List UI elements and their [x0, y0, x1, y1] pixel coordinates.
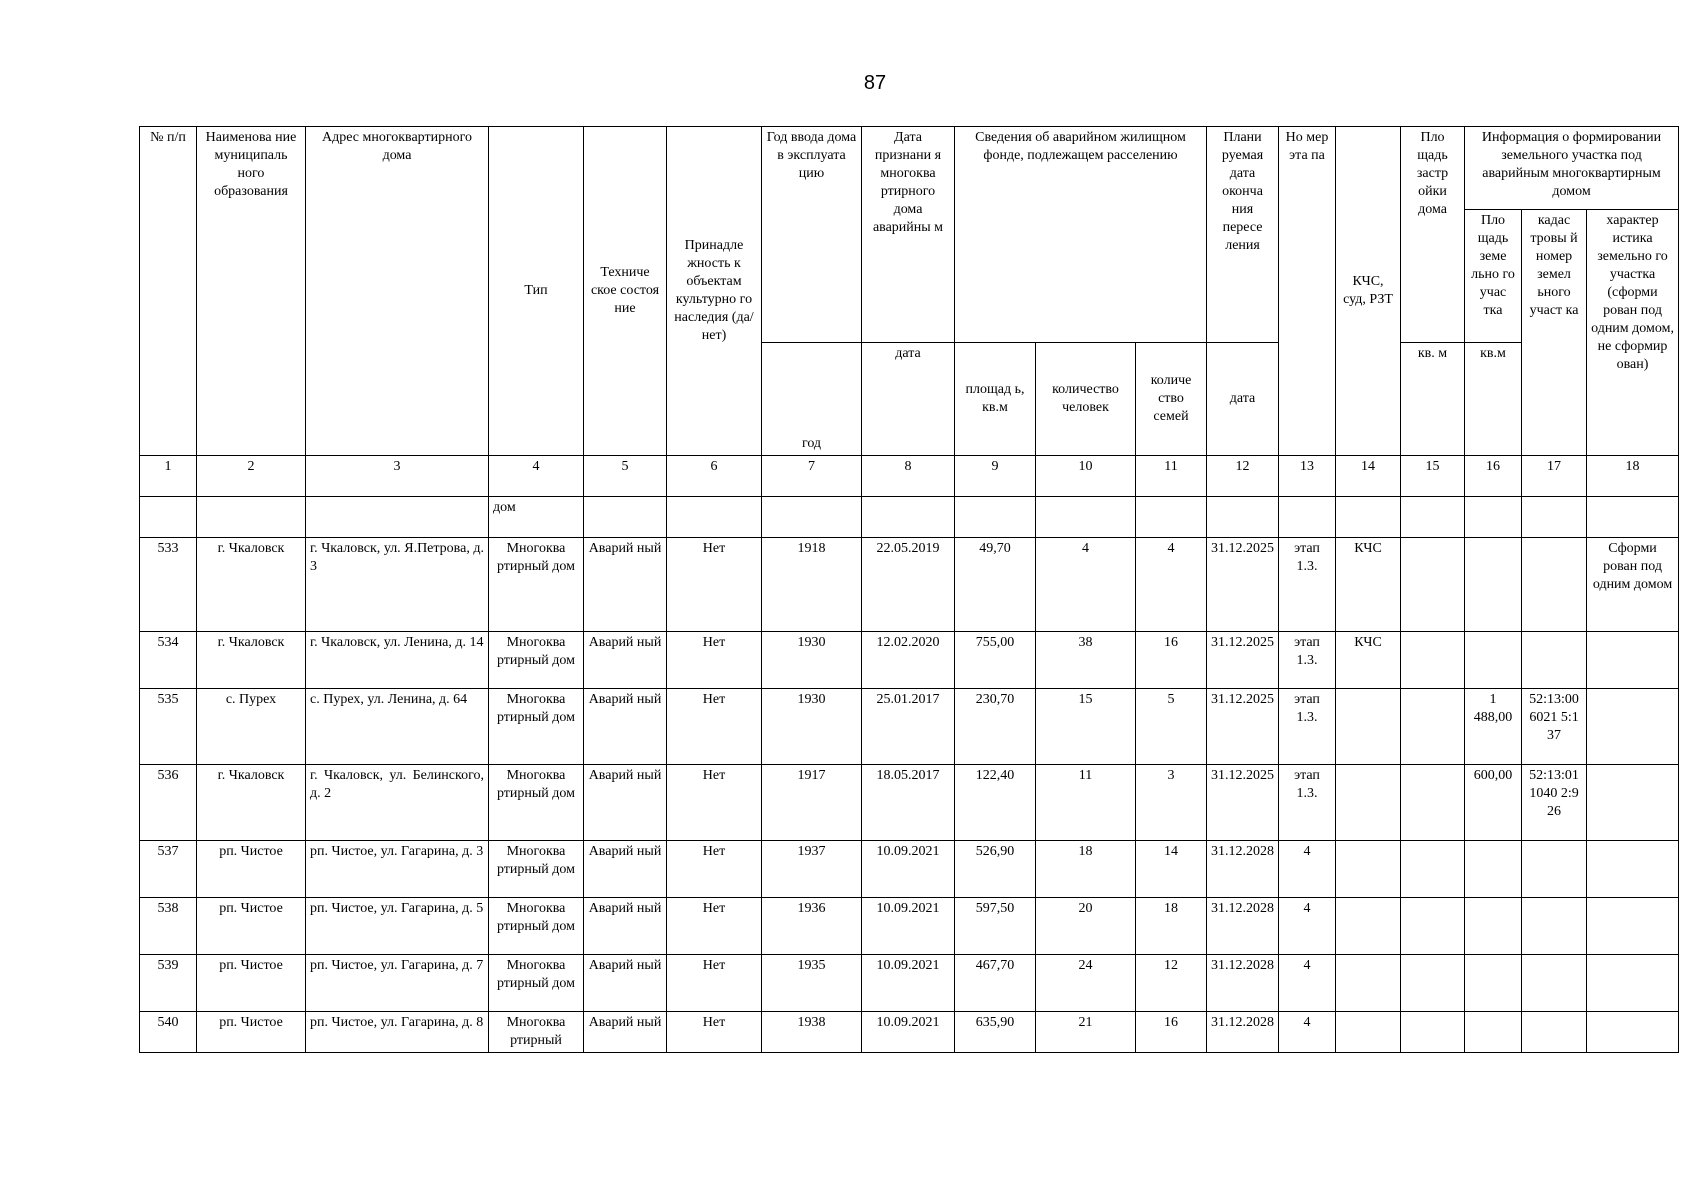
cell-land-area — [1465, 1012, 1522, 1053]
cell-address: рп. Чистое, ул. Гагарина, д. 7 — [306, 955, 489, 1012]
continuation-row — [140, 497, 1679, 538]
cell-address: с. Пурех, ул. Ленина, д. 64 — [306, 689, 489, 765]
cell-technical-state: Аварий ный — [584, 689, 667, 765]
cell-people: 15 — [1036, 689, 1136, 765]
cell-stage: 4 — [1279, 1012, 1336, 1053]
cell-land-characteristic — [1587, 1012, 1679, 1053]
cell-recognition-date: 10.09.2021 — [862, 955, 955, 1012]
cell-stage: этап 1.3. — [1279, 689, 1336, 765]
cell-land-characteristic — [1587, 689, 1679, 765]
cell-planned-date: 31.12.2025 — [1207, 632, 1279, 689]
cell-area: 526,90 — [955, 841, 1036, 898]
column-number: 16 — [1465, 456, 1522, 497]
cell-area: 49,70 — [955, 538, 1036, 632]
cell-cadastral-number — [1522, 632, 1587, 689]
table-header — [140, 127, 1679, 497]
cell-area: 122,40 — [955, 765, 1036, 841]
header-address: Адрес многоквартирного дома — [306, 127, 489, 456]
cell-row-number: 536 — [140, 765, 197, 841]
cell-planned-date: 31.12.2025 — [1207, 689, 1279, 765]
cell-land-area — [1465, 841, 1522, 898]
cell-stage: 4 — [1279, 955, 1336, 1012]
cell-row-number: 537 — [140, 841, 197, 898]
cell-land-area — [1465, 898, 1522, 955]
cell-building-area — [1401, 689, 1465, 765]
cell-people: 4 — [1036, 538, 1136, 632]
table-row — [140, 689, 1679, 765]
column-number: 12 — [1207, 456, 1279, 497]
cell-address: г. Чкаловск, ул. Ленина, д. 14 — [306, 632, 489, 689]
cell-heritage: Нет — [667, 632, 762, 689]
header-cadastral-number: кадас тровы й номер земел ьного участ ка — [1522, 210, 1587, 456]
cell-stage: 4 — [1279, 841, 1336, 898]
cell-technical-state: Аварий ный — [584, 632, 667, 689]
header-stage-number: Но мер эта па — [1279, 127, 1336, 456]
table-row — [140, 898, 1679, 955]
column-number: 10 — [1036, 456, 1136, 497]
cell-building-area — [1401, 898, 1465, 955]
cell-land-characteristic — [1587, 841, 1679, 898]
cell-cadastral-number — [1522, 538, 1587, 632]
cell-families: 4 — [1136, 538, 1207, 632]
cell-type: Многоква ртирный дом — [489, 955, 584, 1012]
header-families: количе ство семей — [1136, 343, 1207, 456]
cell-planned-date: 31.12.2025 — [1207, 765, 1279, 841]
cell-planned-date: 31.12.2028 — [1207, 1012, 1279, 1053]
header-unit-plan-date: дата — [1207, 343, 1279, 456]
cell-land-area — [1465, 632, 1522, 689]
header-unit-sqm: кв. м — [1401, 343, 1465, 456]
header-planned-date: Плани руемая дата оконча ния пересе ления — [1207, 127, 1279, 343]
column-number: 8 — [862, 456, 955, 497]
cell-type: Многоква ртирный дом — [489, 689, 584, 765]
cell-row-number: 539 — [140, 955, 197, 1012]
cell-municipality: рп. Чистое — [197, 841, 306, 898]
cell-recognition-date: 10.09.2021 — [862, 898, 955, 955]
header-people: количество человек — [1036, 343, 1136, 456]
column-number: 14 — [1336, 456, 1401, 497]
cell-recognition-date: 18.05.2017 — [862, 765, 955, 841]
cell-people: 18 — [1036, 841, 1136, 898]
cell-kchs — [1336, 689, 1401, 765]
emergency-housing-table — [139, 126, 1679, 1053]
table-row — [140, 765, 1679, 841]
header-technical-state: Техниче ское состоя ние — [584, 127, 667, 456]
cell-cadastral-number: 52:13:011040 2:926 — [1522, 765, 1587, 841]
cell-families: 16 — [1136, 632, 1207, 689]
cell-municipality: г. Чкаловск — [197, 632, 306, 689]
cell-technical-state: Аварий ный — [584, 955, 667, 1012]
cell-type: Многоква ртирный — [489, 1012, 584, 1053]
cell-municipality: с. Пурех — [197, 689, 306, 765]
cell-kchs — [1336, 1012, 1401, 1053]
column-number: 4 — [489, 456, 584, 497]
cell-municipality: рп. Чистое — [197, 955, 306, 1012]
cell-land-area — [1465, 538, 1522, 632]
cell-type: Многоква ртирный дом — [489, 898, 584, 955]
cell-row-number: 533 — [140, 538, 197, 632]
cell-heritage: Нет — [667, 955, 762, 1012]
header-row-number: № п/п — [140, 127, 197, 456]
cell-address: рп. Чистое, ул. Гагарина, д. 5 — [306, 898, 489, 955]
cell-kchs: КЧС — [1336, 538, 1401, 632]
cell-area: 597,50 — [955, 898, 1036, 955]
cell-heritage: Нет — [667, 898, 762, 955]
table-body — [140, 497, 1679, 1053]
cell-people: 24 — [1036, 955, 1136, 1012]
cell-families: 18 — [1136, 898, 1207, 955]
header-unit-land-sqm: кв.м — [1465, 343, 1522, 456]
cell-kchs — [1336, 955, 1401, 1012]
cell-cadastral-number — [1522, 1012, 1587, 1053]
cell-commission-year: 1938 — [762, 1012, 862, 1053]
cell-kchs — [1336, 765, 1401, 841]
cell-families: 12 — [1136, 955, 1207, 1012]
cell-cadastral-number — [1522, 955, 1587, 1012]
cell-land-characteristic — [1587, 765, 1679, 841]
column-number: 1 — [140, 456, 197, 497]
cell-heritage: Нет — [667, 841, 762, 898]
cell-land-characteristic — [1587, 898, 1679, 955]
table-row — [140, 632, 1679, 689]
table-row — [140, 1012, 1679, 1053]
cell-building-area — [1401, 765, 1465, 841]
cell-row-number: 538 — [140, 898, 197, 955]
header-area: площад ь, кв.м — [955, 343, 1036, 456]
cell-heritage: Нет — [667, 538, 762, 632]
header-kchs: КЧС, суд, РЗТ — [1336, 127, 1401, 456]
cell-area: 755,00 — [955, 632, 1036, 689]
cell-people: 20 — [1036, 898, 1136, 955]
header-land-area: Пло щадь земе льно го учас тка — [1465, 210, 1522, 343]
cell-recognition-date: 10.09.2021 — [862, 841, 955, 898]
cell-municipality: г. Чкаловск — [197, 765, 306, 841]
cell-heritage: Нет — [667, 765, 762, 841]
cell-row-number: 540 — [140, 1012, 197, 1053]
column-number: 9 — [955, 456, 1036, 497]
cell-families: 5 — [1136, 689, 1207, 765]
header-type: Тип — [489, 127, 584, 456]
cell-commission-year: 1935 — [762, 955, 862, 1012]
cell-building-area — [1401, 955, 1465, 1012]
cell-technical-state: Аварий ный — [584, 841, 667, 898]
cell-kchs — [1336, 841, 1401, 898]
cell-kchs: КЧС — [1336, 632, 1401, 689]
page-number: 87 — [863, 72, 887, 94]
cell-kchs — [1336, 898, 1401, 955]
cell-recognition-date: 22.05.2019 — [862, 538, 955, 632]
cell-building-area — [1401, 1012, 1465, 1053]
cell-type: Многоква ртирный дом — [489, 765, 584, 841]
cell-planned-date: 31.12.2028 — [1207, 841, 1279, 898]
column-number: 11 — [1136, 456, 1207, 497]
cell-land-characteristic: Сформи рован под одним домом — [1587, 538, 1679, 632]
column-number: 18 — [1587, 456, 1679, 497]
cell-area: 467,70 — [955, 955, 1036, 1012]
cell-heritage: Нет — [667, 1012, 762, 1053]
cell-families: 16 — [1136, 1012, 1207, 1053]
cell-land-area: 1 488,00 — [1465, 689, 1522, 765]
cell-cadastral-number — [1522, 841, 1587, 898]
column-number: 3 — [306, 456, 489, 497]
header-municipality: Наименова ние муниципаль ного образования — [197, 127, 306, 456]
cell-families: 14 — [1136, 841, 1207, 898]
cell-row-number: 535 — [140, 689, 197, 765]
cell-row-number: 534 — [140, 632, 197, 689]
table-row — [140, 841, 1679, 898]
cell-type: Многоква ртирный дом — [489, 841, 584, 898]
header-unit-year: год — [762, 343, 862, 456]
cell-technical-state: Аварий ный — [584, 1012, 667, 1053]
cell-municipality: г. Чкаловск — [197, 538, 306, 632]
cell-type: Многоква ртирный дом — [489, 632, 584, 689]
header-emergency-fund-group: Сведения об аварийном жилищном фонде, подлежащем расселению — [955, 127, 1207, 343]
cell-area: 230,70 — [955, 689, 1036, 765]
cell-type: Многоква ртирный дом — [489, 538, 584, 632]
cell-people: 38 — [1036, 632, 1136, 689]
cell-building-area — [1401, 632, 1465, 689]
cell-planned-date: 31.12.2028 — [1207, 898, 1279, 955]
cell-commission-year: 1917 — [762, 765, 862, 841]
cell-families: 3 — [1136, 765, 1207, 841]
cell-address: г. Чкаловск, ул. Я.Петрова, д. 3 — [306, 538, 489, 632]
cell-land-area — [1465, 955, 1522, 1012]
cell-address: рп. Чистое, ул. Гагарина, д. 8 — [306, 1012, 489, 1053]
cell-building-area — [1401, 538, 1465, 632]
cell-land-characteristic — [1587, 632, 1679, 689]
header-commission-year: Год ввода дома в эксплуата цию — [762, 127, 862, 343]
cell-land-characteristic — [1587, 955, 1679, 1012]
cell-technical-state: Аварий ный — [584, 538, 667, 632]
cell-recognition-date: 10.09.2021 — [862, 1012, 955, 1053]
column-number: 7 — [762, 456, 862, 497]
cell-cadastral-number: 52:13:006021 5:137 — [1522, 689, 1587, 765]
column-number-row — [140, 456, 1679, 497]
cell-municipality: рп. Чистое — [197, 898, 306, 955]
cell-stage: этап 1.3. — [1279, 538, 1336, 632]
header-building-area: Пло щадь застр ойки дома — [1401, 127, 1465, 343]
column-number: 6 — [667, 456, 762, 497]
cell-technical-state: Аварий ный — [584, 898, 667, 955]
table-row — [140, 955, 1679, 1012]
header-unit-date: дата — [862, 343, 955, 456]
cell-commission-year: 1930 — [762, 689, 862, 765]
column-number: 5 — [584, 456, 667, 497]
cell-technical-state: Аварий ный — [584, 765, 667, 841]
cell-land-area: 600,00 — [1465, 765, 1522, 841]
cell-recognition-date: 25.01.2017 — [862, 689, 955, 765]
cell-stage: этап 1.3. — [1279, 632, 1336, 689]
header-recognition-date: Дата признани я многоква ртирного дома аварийны м — [862, 127, 955, 343]
column-number: 15 — [1401, 456, 1465, 497]
cell-area: 635,90 — [955, 1012, 1036, 1053]
continuation-type-cell: дом — [489, 497, 584, 538]
cell-commission-year: 1937 — [762, 841, 862, 898]
column-number: 17 — [1522, 456, 1587, 497]
cell-commission-year: 1918 — [762, 538, 862, 632]
cell-planned-date: 31.12.2028 — [1207, 955, 1279, 1012]
cell-cadastral-number — [1522, 898, 1587, 955]
cell-recognition-date: 12.02.2020 — [862, 632, 955, 689]
column-number: 13 — [1279, 456, 1336, 497]
cell-people: 11 — [1036, 765, 1136, 841]
cell-stage: этап 1.3. — [1279, 765, 1336, 841]
cell-address: г. Чкаловск, ул. Белинского, д. 2 — [306, 765, 489, 841]
header-land-plot-group: Информация о формировании земельного участка под аварийным многоквартирным домом — [1465, 127, 1679, 210]
cell-municipality: рп. Чистое — [197, 1012, 306, 1053]
cell-commission-year: 1936 — [762, 898, 862, 955]
table-row — [140, 538, 1679, 632]
header-heritage: Принадле жность к объектам культурно го наследия (да/нет) — [667, 127, 762, 456]
cell-commission-year: 1930 — [762, 632, 862, 689]
cell-heritage: Нет — [667, 689, 762, 765]
header-land-characteristic: характер истика земельно го участка (сформи рован под одним домом, не сформир ован) — [1587, 210, 1679, 456]
cell-address: рп. Чистое, ул. Гагарина, д. 3 — [306, 841, 489, 898]
cell-stage: 4 — [1279, 898, 1336, 955]
cell-people: 21 — [1036, 1012, 1136, 1053]
cell-building-area — [1401, 841, 1465, 898]
column-number: 2 — [197, 456, 306, 497]
cell-planned-date: 31.12.2025 — [1207, 538, 1279, 632]
